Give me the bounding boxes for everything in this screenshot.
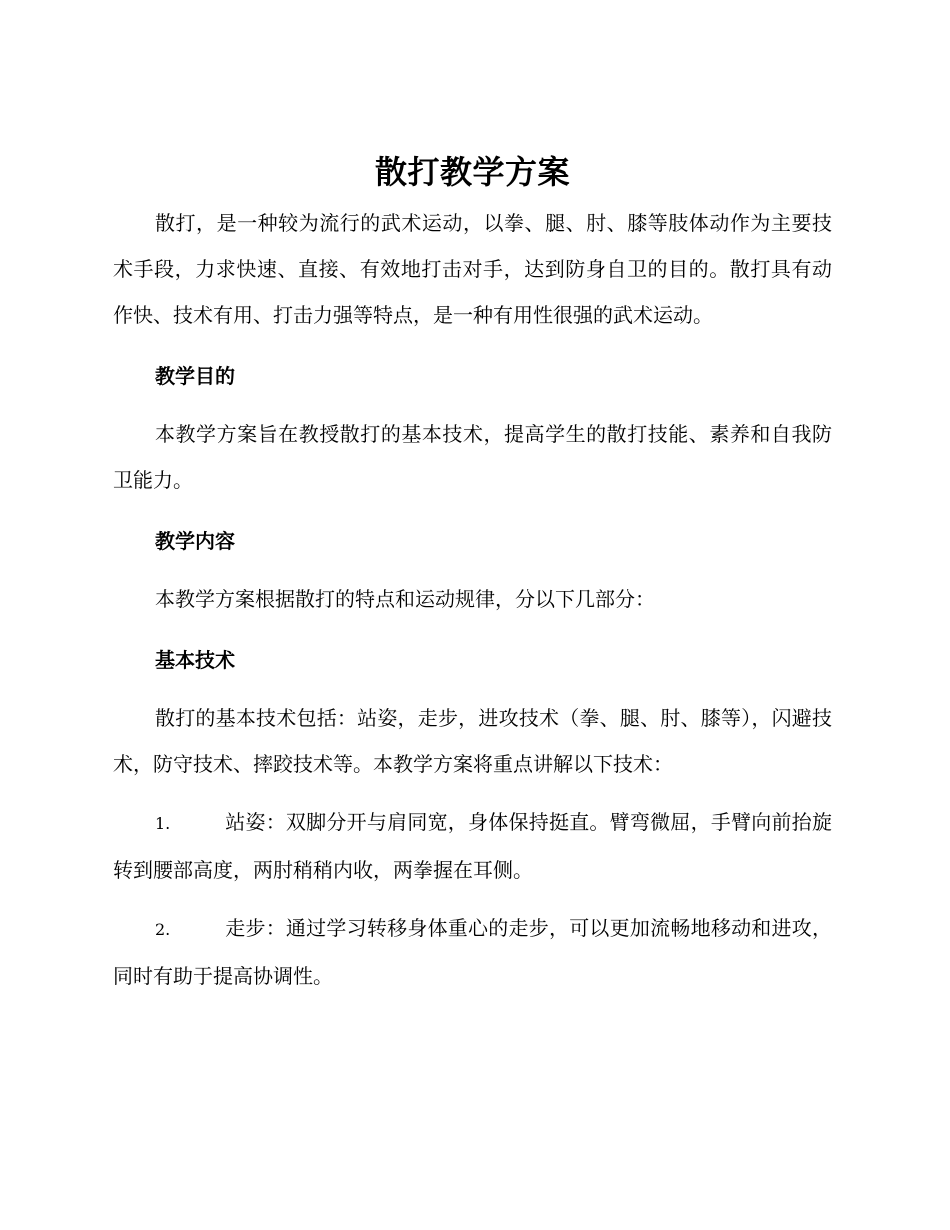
- section-heading-purpose: 教学目的: [155, 364, 235, 388]
- list-item-text: 走步：通过学习转移身体重心的走步，可以更加流畅地移动和进攻，同时有助于提高协调性。: [113, 916, 832, 988]
- list-item-number: 2.: [155, 920, 171, 939]
- list-item-text: 站姿：双脚分开与肩同宽，身体保持挺直。臂弯微屈，手臂向前抬旋转到腰部高度，两肘稍稍内收，两拳握在耳侧。: [113, 810, 832, 882]
- list-item-number: 1.: [155, 814, 171, 833]
- basic-paragraph: 散打的基本技术包括：站姿，走步，进攻技术（拳、腿、肘、膝等），闪避技术，防守技术、摔跤技术等。本教学方案将重点讲解以下技术：: [113, 706, 832, 776]
- list-item: [113, 799, 832, 893]
- document-title: 散打教学方案: [374, 153, 570, 191]
- list-item: [113, 905, 832, 999]
- content-paragraph: 本教学方案根据散打的特点和运动规律，分以下几部分：: [155, 587, 655, 611]
- section-heading-content: 教学内容: [155, 529, 235, 553]
- purpose-paragraph: 本教学方案旨在教授散打的基本技术，提高学生的散打技能、素养和自我防卫能力。: [113, 422, 832, 492]
- intro-paragraph: 散打，是一种较为流行的武术运动，以拳、腿、肘、膝等肢体动作为主要技术手段，力求快速、直接、有效地打击对手，达到防身自卫的目的。散打具有动作快、技术有用、打击力强等特点，是一种有用性很强的武术运动。: [113, 211, 832, 327]
- section-heading-basic: 基本技术: [155, 648, 235, 672]
